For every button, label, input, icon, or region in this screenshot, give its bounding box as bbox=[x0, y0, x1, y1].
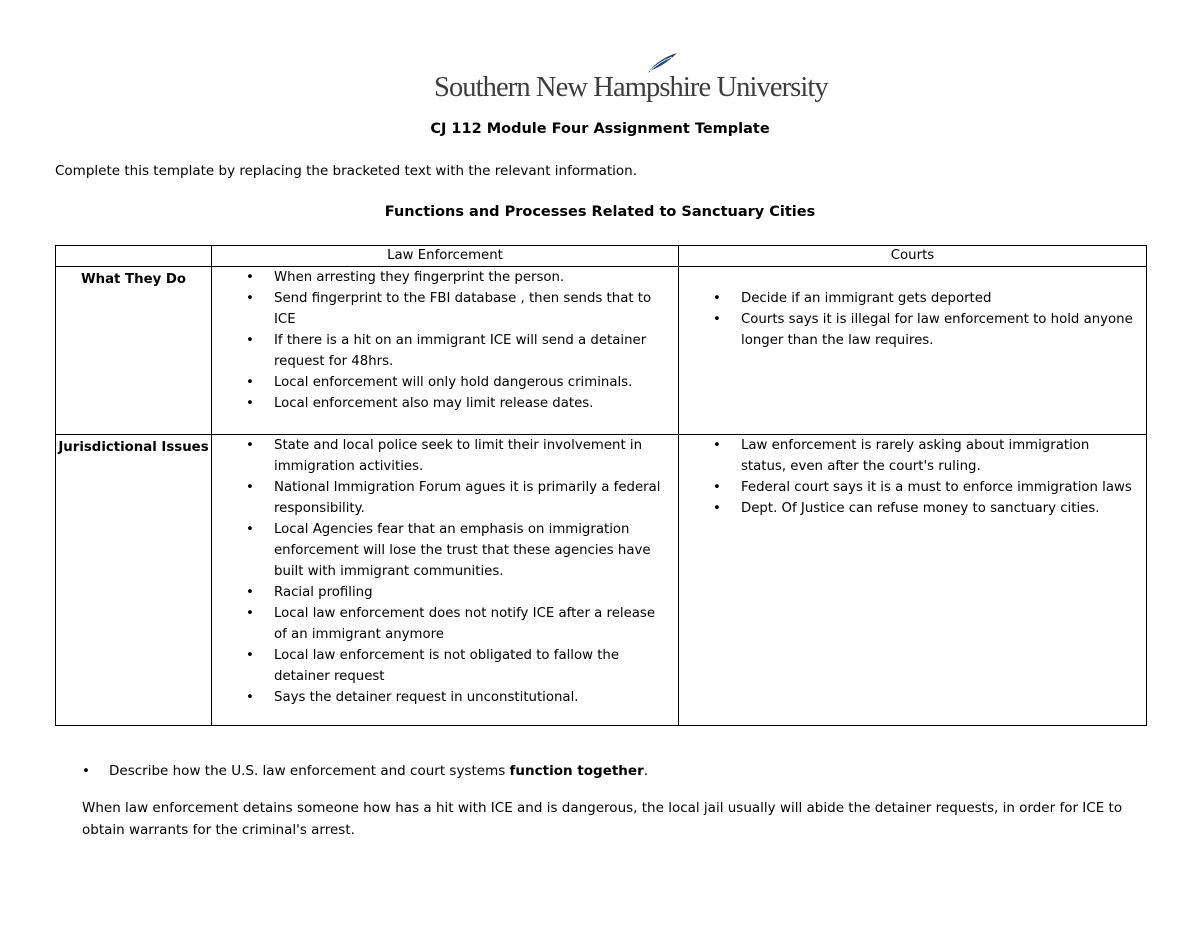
list-item: • Says the detainer request in unconstitutional. bbox=[212, 687, 678, 708]
list-item: • State and local police seek to limit their involvement in immigration activities. bbox=[212, 435, 678, 477]
table-row-jurisdictional-issues bbox=[56, 435, 1147, 726]
list-item: • Courts says it is illegal for law enforcement to hold anyone longer than the law requires. bbox=[679, 309, 1146, 351]
list-item: • Local Agencies fear that an emphasis on immigration enforcement will lose the trust that these agencies have built with immigrant communities. bbox=[212, 519, 678, 582]
table-row-what-they-do bbox=[56, 267, 1147, 435]
list-item: • If there is a hit on an immigrant ICE will send a detainer request for 48hrs. bbox=[212, 330, 678, 372]
instructions-text: Complete this template by replacing the bracketed text with the relevant information. bbox=[55, 163, 638, 179]
cell-law-enforcement bbox=[212, 267, 679, 435]
list-item: • Federal court says it is a must to enforce immigration laws bbox=[679, 477, 1146, 498]
cell-courts bbox=[679, 435, 1147, 726]
university-logo bbox=[434, 52, 828, 106]
quill-leaf-icon bbox=[646, 52, 678, 74]
section-title: Functions and Processes Related to Sanctuary Cities bbox=[384, 204, 816, 220]
list-item: • Local enforcement also may limit release dates. bbox=[212, 393, 678, 414]
list-item: • Racial profiling bbox=[212, 582, 678, 603]
list-item: • National Immigration Forum agues it is primarily a federal responsibility. bbox=[212, 477, 678, 519]
row-label-what-they-do: What They Do bbox=[56, 267, 212, 435]
list-item: • Decide if an immigrant gets deported bbox=[679, 288, 1146, 309]
answer-paragraph: When law enforcement detains someone how has a hit with ICE and is dangerous, the local jail usually will abide the detainer requests, in order for ICE to obtain warrants for the criminal's arrest. bbox=[82, 800, 1123, 838]
header-cell-law-enforcement: Law Enforcement bbox=[212, 246, 679, 267]
courts-list bbox=[679, 288, 1146, 351]
courts-list bbox=[679, 435, 1146, 519]
cell-courts bbox=[679, 267, 1147, 435]
list-item: • Send fingerprint to the FBI database , then sends that to ICE bbox=[212, 288, 678, 330]
row-label-jurisdictional-issues: Jurisdictional Issues bbox=[56, 435, 212, 726]
logo-wordmark: Southern New Hampshire University bbox=[434, 72, 828, 103]
question-prefix: Describe how the U.S. law enforcement and court systems bbox=[109, 763, 510, 779]
question-suffix: . bbox=[643, 763, 649, 779]
document-title: CJ 112 Module Four Assignment Template bbox=[430, 121, 770, 137]
question-emphasis: function together bbox=[509, 763, 644, 779]
header-cell-empty bbox=[56, 246, 212, 267]
list-item: • Local law enforcement does not notify ICE after a release of an immigrant anymore bbox=[212, 603, 678, 645]
list-item: • When arresting they fingerprint the person. bbox=[212, 267, 678, 288]
list-item: • Law enforcement is rarely asking about immigration status, even after the court's ruling. bbox=[679, 435, 1146, 477]
functions-table bbox=[55, 245, 1147, 726]
list-item: • Dept. Of Justice can refuse money to sanctuary cities. bbox=[679, 498, 1146, 519]
law-enforcement-list bbox=[212, 435, 678, 708]
question-text bbox=[109, 763, 648, 779]
header-cell-courts: Courts bbox=[679, 246, 1147, 267]
bullet-icon: • bbox=[82, 763, 90, 779]
table-header-row bbox=[56, 246, 1147, 267]
law-enforcement-list bbox=[212, 267, 678, 414]
cell-law-enforcement bbox=[212, 435, 679, 726]
list-item: • Local enforcement will only hold dangerous criminals. bbox=[212, 372, 678, 393]
list-item: • Local law enforcement is not obligated to fallow the detainer request bbox=[212, 645, 678, 687]
